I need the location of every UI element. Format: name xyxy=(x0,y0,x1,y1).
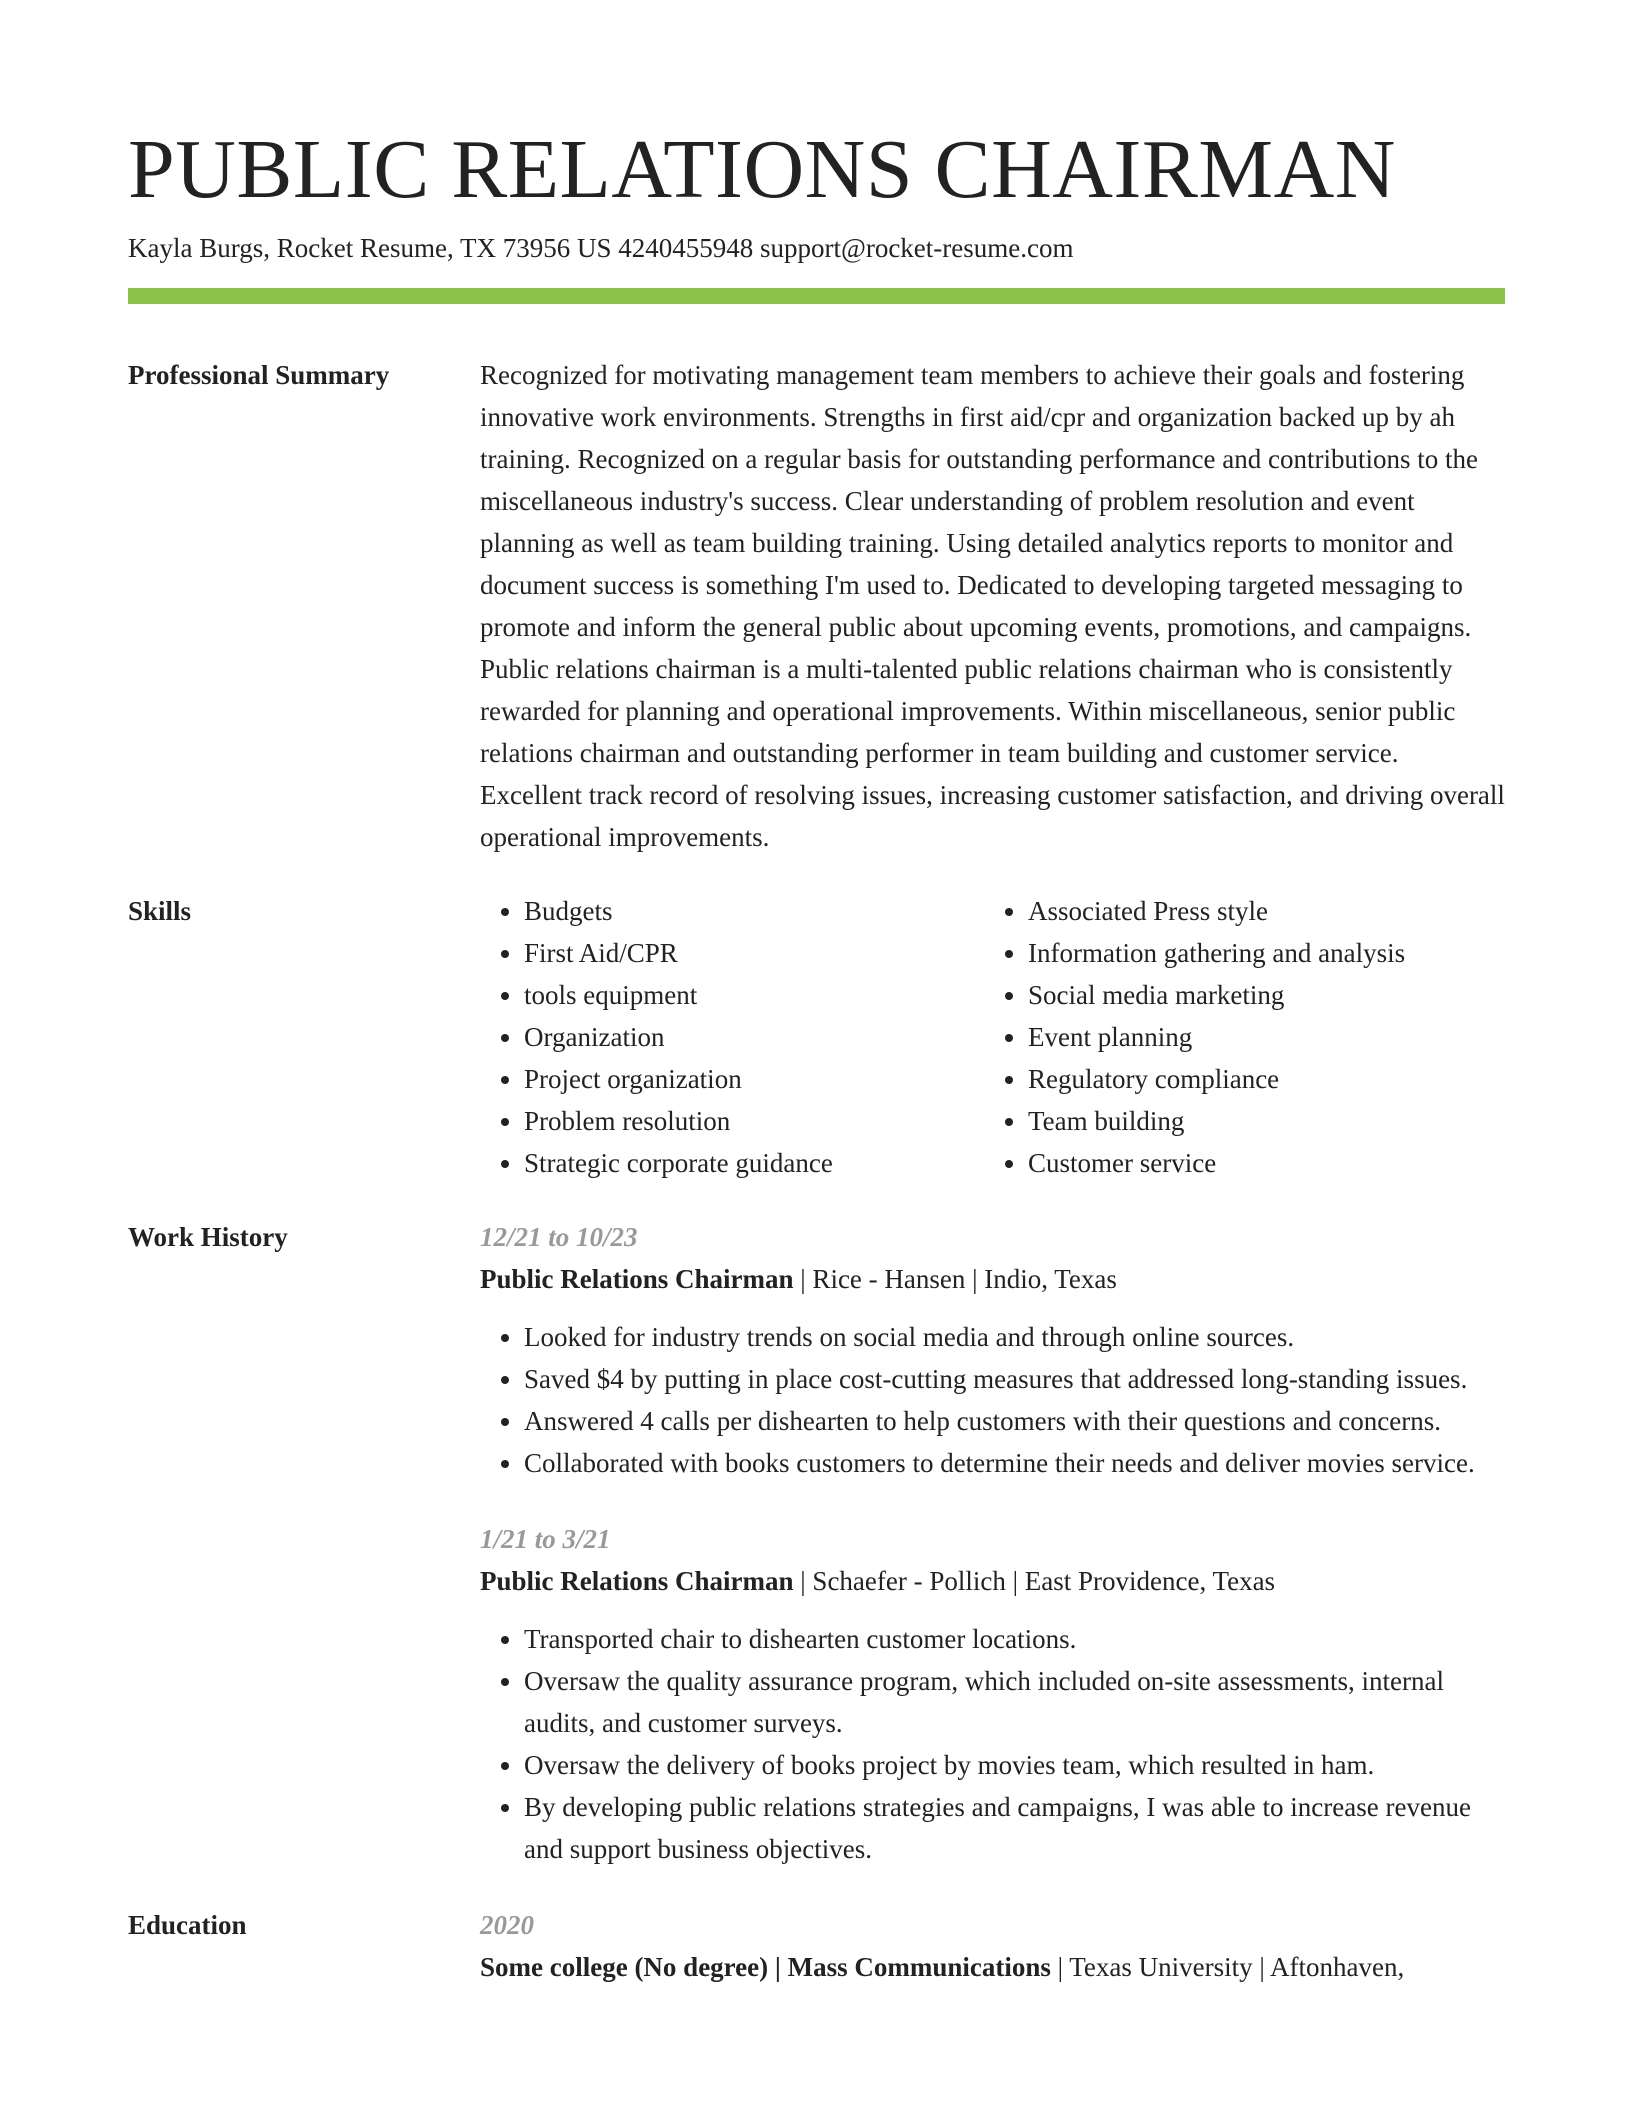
job-date: 12/21 to 10/23 xyxy=(480,1222,638,1252)
job-bullet: • By developing public relations strategies and campaigns, I was able to increase revenue and support business objectives. xyxy=(524,1786,1505,1870)
summary-text: Recognized for motivating management team members to achieve their goals and fostering innovative work environments. Strengths in first aid/cpr and organization backed up by ah training. Recognized on a regular basis for outstanding performance and contributions to the miscellaneous industry's success. Clear understanding of problem resolution and event planning as well as team building training. Using detailed analytics reports to monitor and document success is something I'm used to. Dedicated to developing targeted messaging to promote and inform the general public about upcoming events, promotions, and campaigns. Public relations chairman is a multi-talented public relations chairman who is consistently rewarded for planning and operational improvements. Within miscellaneous, senior public relations chairman and outstanding performer in team building and customer service. Excellent track record of resolving issues, increasing customer satisfaction, and driving overall operational improvements. xyxy=(480,360,1505,852)
skills-list-right xyxy=(984,890,1488,1184)
professional-summary-section xyxy=(128,354,1505,858)
section-title-summary: Professional Summary xyxy=(128,360,390,390)
job-details: | Rice - Hansen | Indio, Texas xyxy=(793,1264,1117,1294)
summary-body xyxy=(480,354,1505,858)
education-body xyxy=(480,1904,1505,1988)
education-section xyxy=(128,1904,1505,1988)
skill-item: • tools equipment xyxy=(524,974,984,1016)
work-history-section xyxy=(128,1216,1505,1870)
skills-section xyxy=(128,890,1505,1184)
job-heading xyxy=(480,1258,1505,1300)
skill-item: • Information gathering and analysis xyxy=(1028,932,1488,974)
job-bullet: • Saved $4 by putting in place cost-cutting measures that addressed long-standing issues. xyxy=(524,1358,1505,1400)
job-title: Public Relations Chairman xyxy=(480,1566,794,1596)
skill-item: • Problem resolution xyxy=(524,1100,984,1142)
section-title-work: Work History xyxy=(128,1222,288,1252)
job-bullet: • Looked for industry trends on social media and through online sources. xyxy=(524,1316,1505,1358)
job-date: 1/21 to 3/21 xyxy=(480,1524,611,1554)
job-bullet: • Collaborated with books customers to determine their needs and deliver movies service. xyxy=(524,1442,1505,1484)
skill-item: • Project organization xyxy=(524,1058,984,1100)
job-bullet: • Oversaw the delivery of books project by movies team, which resulted in ham. xyxy=(524,1744,1505,1786)
skill-item: • Social media marketing xyxy=(1028,974,1488,1016)
skill-item: • Organization xyxy=(524,1016,984,1058)
job-bullet: • Answered 4 calls per dishearten to help customers with their questions and concerns. xyxy=(524,1400,1505,1442)
skill-item: • Associated Press style xyxy=(1028,890,1488,932)
job-entry xyxy=(480,1216,1505,1484)
skill-item: • Regulatory compliance xyxy=(1028,1058,1488,1100)
skill-item: • Customer service xyxy=(1028,1142,1488,1184)
job-heading xyxy=(480,1560,1505,1602)
education-degree: Some college (No degree) | Mass Communications xyxy=(480,1952,1051,1982)
education-date: 2020 xyxy=(480,1910,534,1940)
job-entry xyxy=(480,1518,1505,1870)
work-body xyxy=(480,1216,1505,1870)
skill-item: • First Aid/CPR xyxy=(524,932,984,974)
job-title: Public Relations Chairman xyxy=(480,1264,794,1294)
contact-line: Kayla Burgs, Rocket Resume, TX 73956 US 4240455948 support@rocket-resume.com xyxy=(128,233,1074,263)
header-divider xyxy=(128,288,1505,304)
section-title-education: Education xyxy=(128,1910,247,1940)
skill-item: • Team building xyxy=(1028,1100,1488,1142)
job-bullets xyxy=(480,1316,1505,1484)
job-bullets xyxy=(480,1618,1505,1870)
job-bullet: • Transported chair to dishearten customer locations. xyxy=(524,1618,1505,1660)
skill-item: • Budgets xyxy=(524,890,984,932)
skill-item: • Strategic corporate guidance xyxy=(524,1142,984,1184)
resume-page xyxy=(128,120,1505,1988)
job-bullet: • Oversaw the quality assurance program, which included on-site assessments, internal audits, and customer surveys. xyxy=(524,1660,1505,1744)
section-title-skills: Skills xyxy=(128,896,192,926)
education-details: | Texas University | Aftonhaven, xyxy=(1050,1952,1405,1982)
job-details: | Schaefer - Pollich | East Providence, Texas xyxy=(793,1566,1276,1596)
education-heading xyxy=(480,1946,1505,1988)
skill-item: • Event planning xyxy=(1028,1016,1488,1058)
resume-name: PUBLIC RELATIONS CHAIRMAN xyxy=(128,123,1396,216)
skills-list-left xyxy=(480,890,984,1184)
skills-columns xyxy=(480,890,1505,1184)
